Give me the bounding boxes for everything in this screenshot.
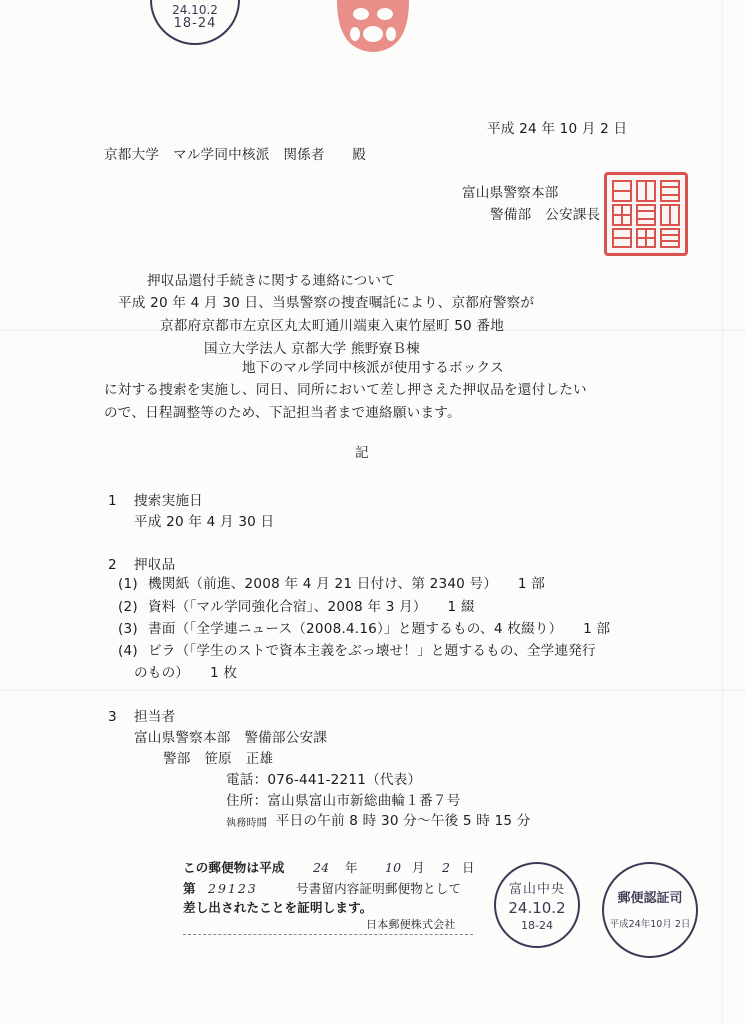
body-line-6: ので、日程調整等のため、下記担当者まで連絡願います。 (104, 405, 461, 421)
contact-phone: 電話：076-441-2211（代表） (226, 772, 422, 788)
sender-org: 富山県警察本部 (462, 185, 559, 201)
cert-company: 日本郵便株式会社 (366, 918, 456, 931)
section-2-number: 2 (108, 557, 117, 573)
cert-line-2-prefix: 第 (183, 881, 196, 896)
postmark-date: 24.10.2 (508, 899, 566, 917)
top-postmark (150, 0, 240, 45)
postmark-office: 富山中央 (508, 882, 565, 897)
seized-item-2-text: 資料（「マル学同強化合宿」、2008 年 3 月） 1 綴 (148, 599, 475, 615)
top-red-seal (333, 0, 413, 56)
cert-nen: 年 (345, 860, 358, 875)
section-1-title: 捜索実施日 (134, 493, 203, 509)
ki-heading: 記 (355, 445, 369, 461)
seized-item-4-number: (4) (118, 643, 138, 659)
body-line-4: 地下のマル学同中核派が使用するボックス (242, 360, 504, 376)
cert-tsuki: 月 (412, 860, 425, 875)
section-3-title: 担当者 (134, 709, 176, 725)
contact-org: 富山県警察本部 警備部公安課 (134, 730, 328, 746)
seized-item-1-number: (1) (118, 576, 138, 592)
official-seal (604, 172, 688, 256)
postal-certifier-stamp (602, 862, 698, 958)
cert-line-1-prefix: この郵便物は平成 (183, 860, 285, 875)
section-1-value: 平成 20 年 4 月 30 日 (134, 514, 275, 530)
cert-line-2-suffix: 号書留内容証明郵便物として (296, 881, 462, 896)
cert-year: 24 (313, 860, 330, 875)
subject: 押収品還付手続きに関する連絡について (147, 273, 396, 289)
contact-hours-label: 執務時間 (226, 818, 267, 829)
paper-fold (0, 690, 745, 691)
body-line-2: 京都府京都市左京区丸太町通川端東入東竹屋町 50 番地 (160, 318, 504, 334)
section-1-number: 1 (108, 493, 117, 509)
certifier-title: 郵便認証司 (617, 890, 683, 906)
cert-number: 29123 (208, 881, 258, 896)
sender-dept: 警備部 公安課長 (490, 207, 601, 223)
cert-dashed-rule (183, 934, 473, 936)
seized-item-3-text: 書面（「全学連ニュース（2008.4.16）」と題するもの、4 枚綴り） 1 部 (148, 621, 611, 637)
cert-hi: 日 (462, 860, 475, 875)
contact-hours: ：平日の午前 8 時 30 分～午後 5 時 15 分 (262, 813, 531, 829)
addressee: 京都大学 マル学同中核派 関係者 殿 (104, 147, 367, 163)
seized-item-3-number: (3) (118, 621, 138, 637)
cert-line-3: 差し出されたことを証明します。 (183, 900, 373, 915)
body-line-5: に対する捜索を実施し、同日、同所において差し押さえた押収品を還付したい (104, 382, 587, 398)
cert-month: 10 (385, 860, 402, 875)
body-line-1: 平成 20 年 4 月 30 日、当県警察の捜査嘱託により、京都府警察が (118, 295, 535, 311)
body-line-3: 国立大学法人 京都大学 熊野寮Ｂ棟 (204, 341, 420, 357)
cert-day: 2 (442, 860, 451, 875)
seized-item-2-number: (2) (118, 599, 138, 615)
top-postmark-time: 18-24 (173, 16, 217, 31)
contact-address: 住所：富山県富山市新総曲輪１番７号 (226, 793, 461, 809)
seized-item-1-text: 機関紙（前進、2008 年 4 月 21 日付け、第 2340 号） 1 部 (148, 576, 546, 592)
seized-item-4-continuation: のもの） 1 枚 (134, 665, 238, 681)
postmark (494, 862, 580, 948)
seized-item-4-text: ビラ（「学生のストで資本主義をぶっ壊せ！」と題するもの、全学連発行 (148, 643, 596, 659)
section-2-title: 押収品 (134, 557, 176, 573)
official-seal-glyphs (607, 175, 685, 253)
top-postmark-date: 24.10.2 (172, 3, 218, 17)
contact-person: 警部 笹原 正雄 (163, 751, 274, 767)
letter-date: 平成 24 年 10 月 2 日 (487, 121, 628, 137)
certifier-date: 平成24年10月 2日 (609, 918, 691, 930)
postmark-time: 18-24 (521, 919, 553, 932)
section-3-number: 3 (108, 709, 117, 725)
